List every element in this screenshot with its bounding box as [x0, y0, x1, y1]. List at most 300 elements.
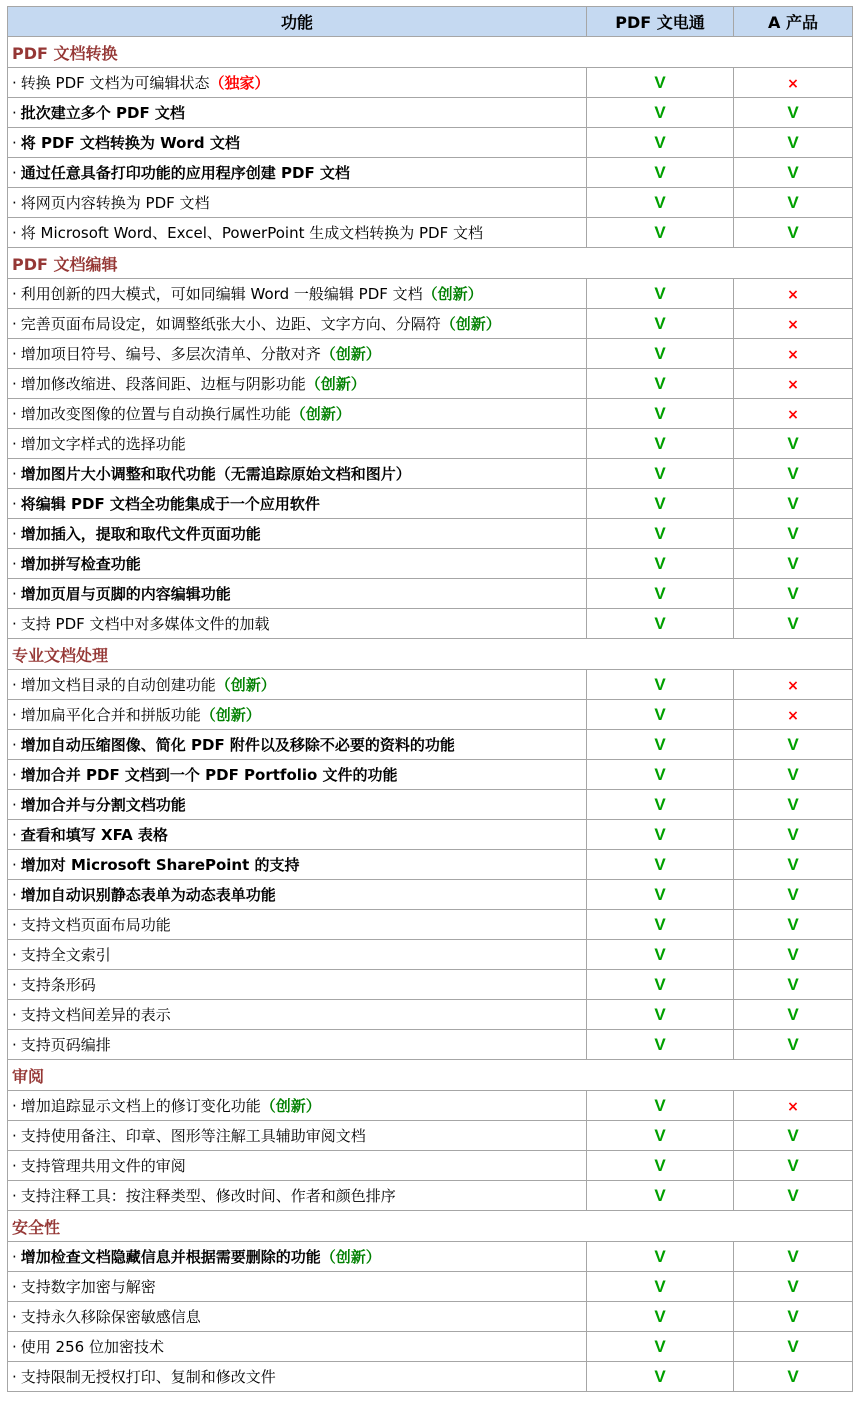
cross-icon: × [787, 286, 799, 303]
product-b-support-cell [734, 459, 853, 489]
table-row [8, 1000, 853, 1030]
check-icon: V [787, 222, 799, 242]
check-icon: V [654, 283, 666, 303]
table-row [8, 459, 853, 489]
new-feature-tag: （创新） [320, 345, 381, 363]
product-b-support-cell [734, 549, 853, 579]
check-icon: V [654, 1306, 666, 1326]
product-b-support-cell [734, 970, 853, 1000]
bullet-icon: · [12, 1368, 17, 1386]
product-b-support-cell [734, 1030, 853, 1060]
product-b-support-cell [734, 1272, 853, 1302]
table-row [8, 369, 853, 399]
product-a-support-cell [587, 549, 734, 579]
product-a-support-cell [587, 579, 734, 609]
table-row [8, 188, 853, 218]
bullet-icon: · [12, 495, 17, 513]
check-icon: V [787, 553, 799, 573]
product-b-support-cell [734, 790, 853, 820]
product-a-support-cell [587, 429, 734, 459]
feature-text: 批次建立多个 PDF 文档 [20, 104, 185, 122]
table-row [8, 790, 853, 820]
table-row [8, 1181, 853, 1211]
feature-text: 增加合并与分割文档功能 [20, 796, 186, 814]
feature-cell [8, 1181, 587, 1211]
feature-text: 增加插入，提取和取代文件页面功能 [20, 525, 261, 543]
table-row [8, 579, 853, 609]
feature-text: 增加自动识别静态表单为动态表单功能 [20, 886, 276, 904]
section-header-row [8, 1211, 853, 1242]
feature-cell [8, 1242, 587, 1272]
feature-cell [8, 910, 587, 940]
table-row [8, 1151, 853, 1181]
check-icon: V [787, 613, 799, 633]
feature-cell [8, 760, 587, 790]
product-a-support-cell [587, 519, 734, 549]
product-b-support-cell [734, 579, 853, 609]
feature-cell [8, 1030, 587, 1060]
new-feature-tag: （创新） [422, 285, 483, 303]
bullet-icon: · [12, 375, 17, 393]
new-feature-tag: （创新） [305, 375, 366, 393]
product-a-support-cell [587, 399, 734, 429]
product-b-support-cell [734, 730, 853, 760]
product-b-support-cell [734, 519, 853, 549]
cross-icon: × [787, 406, 799, 423]
feature-text: 增加合并 PDF 文档到一个 PDF Portfolio 文件的功能 [20, 766, 398, 784]
bullet-icon: · [12, 585, 17, 603]
product-b-support-cell [734, 880, 853, 910]
table-row [8, 309, 853, 339]
product-b-support-cell [734, 850, 853, 880]
table-row [8, 910, 853, 940]
feature-cell [8, 790, 587, 820]
table-body [8, 37, 853, 1392]
table-row [8, 1332, 853, 1362]
product-a-support-cell [587, 1091, 734, 1121]
check-icon: V [654, 523, 666, 543]
feature-cell [8, 1151, 587, 1181]
cross-icon: × [787, 677, 799, 694]
check-icon: V [787, 944, 799, 964]
table-row [8, 339, 853, 369]
check-icon: V [654, 613, 666, 633]
check-icon: V [787, 583, 799, 603]
product-a-support-cell [587, 279, 734, 309]
table-row [8, 429, 853, 459]
feature-text: 通过任意具备打印功能的应用程序创建 PDF 文档 [20, 164, 350, 182]
check-icon: V [654, 1125, 666, 1145]
feature-cell [8, 188, 587, 218]
feature-cell [8, 339, 587, 369]
bullet-icon: · [12, 405, 17, 423]
feature-cell [8, 218, 587, 248]
check-icon: V [787, 884, 799, 904]
feature-comparison-table [7, 6, 853, 1392]
feature-text: 支持管理共用文件的审阅 [20, 1157, 186, 1175]
feature-text: 将 Microsoft Word、Excel、PowerPoint 生成文档转换为 PDF 文档 [20, 224, 483, 242]
check-icon: V [654, 1155, 666, 1175]
bullet-icon: · [12, 1157, 17, 1175]
product-a-support-cell [587, 850, 734, 880]
product-a-support-cell [587, 970, 734, 1000]
product-b-support-cell [734, 279, 853, 309]
feature-cell [8, 399, 587, 429]
feature-text: 支持页码编排 [20, 1036, 111, 1054]
table-row [8, 549, 853, 579]
feature-cell [8, 519, 587, 549]
cross-icon: × [787, 316, 799, 333]
product-a-support-cell [587, 1362, 734, 1392]
bullet-icon: · [12, 1097, 17, 1115]
product-a-support-cell [587, 670, 734, 700]
product-a-support-cell [587, 1272, 734, 1302]
table-header [8, 7, 853, 37]
product-a-support-cell [587, 98, 734, 128]
feature-cell [8, 549, 587, 579]
product-a-support-cell [587, 1000, 734, 1030]
new-feature-tag: （创新） [320, 1248, 381, 1266]
check-icon: V [787, 824, 799, 844]
cross-icon: × [787, 1098, 799, 1115]
feature-text: 支持文档页面布局功能 [20, 916, 171, 934]
check-icon: V [654, 1366, 666, 1386]
bullet-icon: · [12, 285, 17, 303]
table-row [8, 218, 853, 248]
product-b-support-cell [734, 1302, 853, 1332]
feature-cell [8, 128, 587, 158]
feature-text: 查看和填写 XFA 表格 [20, 826, 168, 844]
check-icon: V [654, 72, 666, 92]
product-a-support-cell [587, 339, 734, 369]
bullet-icon: · [12, 435, 17, 453]
feature-text: 支持全文索引 [20, 946, 111, 964]
product-a-support-cell [587, 1302, 734, 1332]
check-icon: V [654, 192, 666, 212]
feature-text: 增加自动压缩图像、简化 PDF 附件以及移除不必要的资料的功能 [20, 736, 455, 754]
product-b-support-cell [734, 399, 853, 429]
bullet-icon: · [12, 766, 17, 784]
product-a-support-cell [587, 730, 734, 760]
feature-text: 增加页眉与页脚的内容编辑功能 [20, 585, 231, 603]
bullet-icon: · [12, 676, 17, 694]
product-b-support-cell [734, 760, 853, 790]
product-a-support-cell [587, 1181, 734, 1211]
bullet-icon: · [12, 796, 17, 814]
product-b-support-cell [734, 1151, 853, 1181]
product-a-support-cell [587, 820, 734, 850]
check-icon: V [654, 1004, 666, 1024]
cross-icon: × [787, 376, 799, 393]
check-icon: V [654, 764, 666, 784]
bullet-icon: · [12, 946, 17, 964]
product-b-support-cell [734, 218, 853, 248]
bullet-icon: · [12, 1278, 17, 1296]
bullet-icon: · [12, 555, 17, 573]
feature-text: 支持文档间差异的表示 [20, 1006, 171, 1024]
check-icon: V [787, 523, 799, 543]
bullet-icon: · [12, 164, 17, 182]
check-icon: V [654, 132, 666, 152]
check-icon: V [654, 824, 666, 844]
check-icon: V [787, 1004, 799, 1024]
check-icon: V [787, 102, 799, 122]
product-b-support-cell [734, 609, 853, 639]
feature-text: 支持使用备注、印章、图形等注解工具辅助审阅文档 [20, 1127, 366, 1145]
bullet-icon: · [12, 224, 17, 242]
table-row [8, 519, 853, 549]
feature-cell [8, 279, 587, 309]
check-icon: V [787, 734, 799, 754]
bullet-icon: · [12, 104, 17, 122]
feature-cell [8, 1000, 587, 1030]
product-b-support-cell [734, 820, 853, 850]
product-b-support-cell [734, 910, 853, 940]
check-icon: V [787, 794, 799, 814]
check-icon: V [654, 102, 666, 122]
feature-cell [8, 1091, 587, 1121]
check-icon: V [654, 493, 666, 513]
header-product-a: PDF 文电通 [587, 7, 734, 37]
check-icon: V [787, 1306, 799, 1326]
check-icon: V [654, 343, 666, 363]
bullet-icon: · [12, 856, 17, 874]
product-b-support-cell [734, 98, 853, 128]
check-icon: V [787, 854, 799, 874]
product-b-support-cell [734, 429, 853, 459]
feature-cell [8, 1362, 587, 1392]
feature-text: 增加扁平化合并和拼版功能 [20, 706, 201, 724]
product-a-support-cell [587, 609, 734, 639]
check-icon: V [787, 132, 799, 152]
product-a-support-cell [587, 700, 734, 730]
product-b-support-cell [734, 309, 853, 339]
feature-cell [8, 98, 587, 128]
feature-text: 增加文字样式的选择功能 [20, 435, 186, 453]
feature-cell [8, 970, 587, 1000]
section-header-row [8, 639, 853, 670]
product-b-support-cell [734, 1000, 853, 1030]
product-a-support-cell [587, 68, 734, 98]
table-row [8, 940, 853, 970]
exclusive-tag: （独家） [209, 74, 270, 92]
check-icon: V [654, 914, 666, 934]
product-a-support-cell [587, 1332, 734, 1362]
bullet-icon: · [12, 465, 17, 483]
check-icon: V [654, 794, 666, 814]
product-a-support-cell [587, 128, 734, 158]
check-icon: V [654, 313, 666, 333]
product-b-support-cell [734, 940, 853, 970]
bullet-icon: · [12, 706, 17, 724]
section-header-row [8, 248, 853, 279]
product-a-support-cell [587, 910, 734, 940]
feature-text: 增加修改缩进、段落间距、边框与阴影功能 [20, 375, 306, 393]
table-row [8, 970, 853, 1000]
bullet-icon: · [12, 1308, 17, 1326]
bullet-icon: · [12, 134, 17, 152]
bullet-icon: · [12, 315, 17, 333]
header-feature: 功能 [8, 7, 587, 37]
bullet-icon: · [12, 976, 17, 994]
feature-text: 支持永久移除保密敏感信息 [20, 1308, 201, 1326]
product-b-support-cell [734, 68, 853, 98]
feature-cell [8, 700, 587, 730]
bullet-icon: · [12, 1006, 17, 1024]
check-icon: V [787, 1366, 799, 1386]
check-icon: V [787, 1276, 799, 1296]
product-b-support-cell [734, 158, 853, 188]
product-a-support-cell [587, 218, 734, 248]
table-row [8, 489, 853, 519]
table-row [8, 760, 853, 790]
table-row [8, 158, 853, 188]
section-title: 审阅 [8, 1060, 853, 1091]
product-a-support-cell [587, 1121, 734, 1151]
new-feature-tag: （创新） [290, 405, 351, 423]
check-icon: V [787, 1155, 799, 1175]
feature-cell [8, 880, 587, 910]
table-row [8, 68, 853, 98]
product-b-support-cell [734, 1091, 853, 1121]
check-icon: V [654, 974, 666, 994]
feature-text: 支持数字加密与解密 [20, 1278, 156, 1296]
table-row [8, 850, 853, 880]
feature-text: 将编辑 PDF 文档全功能集成于一个应用软件 [20, 495, 320, 513]
new-feature-tag: （创新） [440, 315, 501, 333]
check-icon: V [654, 704, 666, 724]
feature-text: 增加拼写检查功能 [20, 555, 141, 573]
feature-text: 转换 PDF 文档为可编辑状态 [20, 74, 210, 92]
product-a-support-cell [587, 489, 734, 519]
check-icon: V [787, 433, 799, 453]
feature-text: 增加图片大小调整和取代功能（无需追踪原始文档和图片） [20, 465, 411, 483]
product-a-support-cell [587, 459, 734, 489]
table-row [8, 1121, 853, 1151]
check-icon: V [787, 1246, 799, 1266]
table-row [8, 1272, 853, 1302]
product-b-support-cell [734, 1181, 853, 1211]
feature-cell [8, 579, 587, 609]
table-row [8, 880, 853, 910]
check-icon: V [787, 914, 799, 934]
bullet-icon: · [12, 1338, 17, 1356]
feature-cell [8, 1272, 587, 1302]
table-row [8, 820, 853, 850]
feature-text: 利用创新的四大模式，可如同编辑 Word 一般编辑 PDF 文档 [20, 285, 423, 303]
check-icon: V [654, 583, 666, 603]
table-row [8, 98, 853, 128]
product-b-support-cell [734, 339, 853, 369]
product-b-support-cell [734, 1362, 853, 1392]
feature-cell [8, 429, 587, 459]
check-icon: V [787, 463, 799, 483]
check-icon: V [787, 1034, 799, 1054]
feature-text: 完善页面布局设定，如调整纸张大小、边距、文字方向、分隔符 [20, 315, 441, 333]
check-icon: V [787, 1336, 799, 1356]
check-icon: V [654, 1276, 666, 1296]
section-title: PDF 文档编辑 [8, 248, 853, 279]
table-row [8, 1302, 853, 1332]
product-b-support-cell [734, 1242, 853, 1272]
check-icon: V [787, 162, 799, 182]
product-b-support-cell [734, 489, 853, 519]
feature-cell [8, 369, 587, 399]
product-a-support-cell [587, 1151, 734, 1181]
bullet-icon: · [12, 525, 17, 543]
feature-cell [8, 309, 587, 339]
feature-text: 支持 PDF 文档中对多媒体文件的加载 [20, 615, 270, 633]
cross-icon: × [787, 75, 799, 92]
feature-text: 增加项目符号、编号、多层次清单、分散对齐 [20, 345, 321, 363]
cross-icon: × [787, 707, 799, 724]
feature-cell [8, 850, 587, 880]
product-b-support-cell [734, 670, 853, 700]
new-feature-tag: （创新） [260, 1097, 321, 1115]
feature-text: 增加文档目录的自动创建功能 [20, 676, 216, 694]
check-icon: V [654, 553, 666, 573]
product-a-support-cell [587, 790, 734, 820]
table-row [8, 1030, 853, 1060]
check-icon: V [654, 1336, 666, 1356]
header-row [8, 7, 853, 37]
check-icon: V [654, 854, 666, 874]
product-b-support-cell [734, 1121, 853, 1151]
feature-cell [8, 820, 587, 850]
feature-cell [8, 609, 587, 639]
table-row [8, 1242, 853, 1272]
bullet-icon: · [12, 74, 17, 92]
check-icon: V [654, 674, 666, 694]
check-icon: V [787, 1125, 799, 1145]
bullet-icon: · [12, 916, 17, 934]
table-row [8, 609, 853, 639]
header-product-b: A 产品 [734, 7, 853, 37]
check-icon: V [654, 433, 666, 453]
feature-cell [8, 670, 587, 700]
check-icon: V [654, 1246, 666, 1266]
bullet-icon: · [12, 1036, 17, 1054]
bullet-icon: · [12, 1187, 17, 1205]
check-icon: V [787, 1185, 799, 1205]
bullet-icon: · [12, 615, 17, 633]
feature-text: 将 PDF 文档转换为 Word 文档 [20, 134, 240, 152]
feature-text: 使用 256 位加密技术 [20, 1338, 164, 1356]
check-icon: V [654, 1034, 666, 1054]
section-title: 专业文档处理 [8, 639, 853, 670]
check-icon: V [787, 192, 799, 212]
feature-text: 支持限制无授权打印、复制和修改文件 [20, 1368, 276, 1386]
bullet-icon: · [12, 736, 17, 754]
product-a-support-cell [587, 158, 734, 188]
product-a-support-cell [587, 1030, 734, 1060]
feature-cell [8, 158, 587, 188]
check-icon: V [654, 403, 666, 423]
check-icon: V [654, 162, 666, 182]
check-icon: V [654, 734, 666, 754]
feature-text: 增加追踪显示文档上的修订变化功能 [20, 1097, 261, 1115]
bullet-icon: · [12, 1127, 17, 1145]
feature-cell [8, 940, 587, 970]
section-header-row [8, 37, 853, 68]
product-a-support-cell [587, 1242, 734, 1272]
table-row [8, 700, 853, 730]
check-icon: V [787, 764, 799, 784]
cross-icon: × [787, 346, 799, 363]
product-a-support-cell [587, 369, 734, 399]
table-row [8, 279, 853, 309]
table-row [8, 399, 853, 429]
